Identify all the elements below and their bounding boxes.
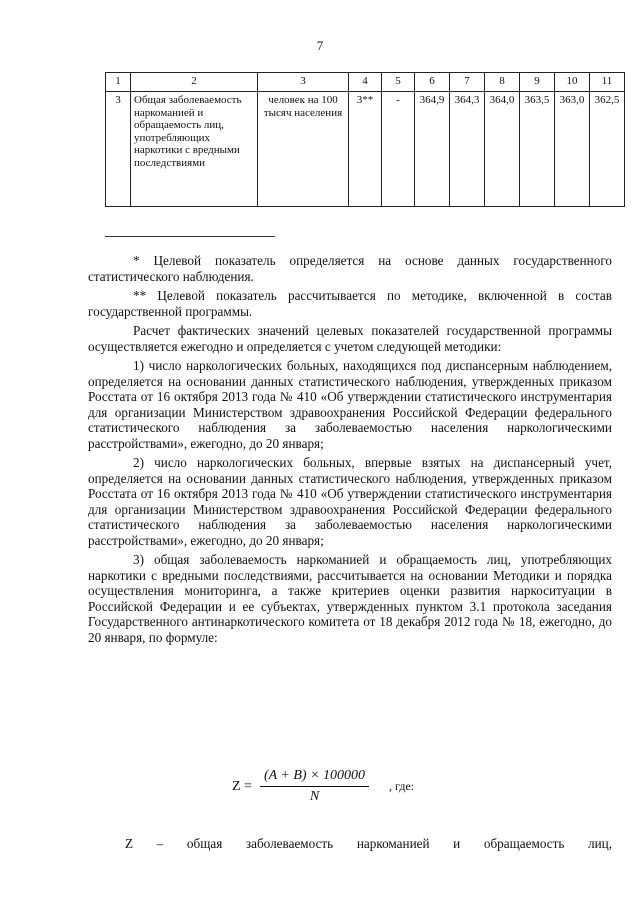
paragraph-intro: Расчет фактических значений целевых показателей государственной программы осуществляется ежегодно и определяется с учетом следующей методики:: [88, 323, 612, 354]
footnote-1: * Целевой показатель определяется на основе данных государственного статистического наблюдения.: [88, 253, 612, 284]
table-row: [106, 92, 625, 207]
header-cell: 3: [258, 73, 349, 92]
formula-suffix: , где:: [389, 779, 415, 793]
formula-lhs: Z =: [232, 778, 252, 794]
table-header-row: [106, 73, 625, 92]
header-cell: 8: [485, 73, 520, 92]
header-cell: 2: [131, 73, 258, 92]
formula-denominator: N: [309, 789, 320, 804]
formula: [232, 768, 414, 805]
formula-fraction: [260, 768, 369, 805]
value-cell: 363,5: [520, 92, 555, 207]
indicator-name-cell: Общая заболеваемость наркоманией и обращаемость лиц, употребляющих наркотики с вредными последствиями: [131, 92, 258, 207]
row-number-cell: 3: [106, 92, 131, 207]
paragraph-item-2: 2) число наркологических больных, впервые взятых на диспансерный учет, определяется на основании данных статистического наблюдения, утвержденных приказом Росстата от 16 октября 2013 года № 410 «Об утверждении статистического инструментария для организации Министерством здравоохранения Российской Федерации федерального статистического наблюдения за заболеваемостью населения наркологическими расстройствами», ежегодно, до 20 января;: [88, 455, 612, 548]
header-cell: 11: [590, 73, 625, 92]
value-cell: -: [382, 92, 415, 207]
footnote-2: ** Целевой показатель рассчитывается по методике, включенной в состав государственной программы.: [88, 288, 612, 319]
value-cell: 364,0: [485, 92, 520, 207]
header-cell: 9: [520, 73, 555, 92]
header-cell: 6: [415, 73, 450, 92]
formula-numerator: (A + B) × 100000: [260, 768, 369, 787]
definition-line: Z – общая заболеваемость наркоманией и обращаемость лиц,: [125, 836, 612, 851]
value-cell: 363,0: [555, 92, 590, 207]
page-number: 7: [316, 38, 324, 53]
value-cell: 364,9: [415, 92, 450, 207]
body-text: [88, 253, 612, 649]
header-cell: 10: [555, 73, 590, 92]
header-cell: 7: [450, 73, 485, 92]
header-cell: 1: [106, 73, 131, 92]
footnote-separator: [105, 236, 275, 237]
paragraph-item-1: 1) число наркологических больных, находящихся под диспансерным наблюдением, определяется на основании данных статистического наблюдения, утвержденных приказом Росстата от 16 октября 2013 года № 410 «Об утверждении статистического инструментария для организации Министерством здравоохранения Российской Федерации федерального статистического наблюдения за заболеваемостью населения наркологическими расстройствами», ежегодно, до 20 января;: [88, 358, 612, 451]
header-cell: 4: [349, 73, 382, 92]
indicator-table: [105, 72, 625, 207]
value-cell: 3**: [349, 92, 382, 207]
value-cell: 364,3: [450, 92, 485, 207]
paragraph-item-3: 3) общая заболеваемость наркоманией и обращаемость лиц, употребляющих наркотики с вредными последствиями, рассчитывается на основании Методики и порядка осуществления мониторинга, а также критериев оценки развития наркоситуации в Российской Федерации и ее субъектах, утвержденных пунктом 3.1 протокола заседания Государственного антинаркотического комитета от 18 декабря 2012 года № 18, ежегодно, до 20 января, по формуле:: [88, 552, 612, 645]
unit-cell: человек на 100 тысяч населения: [258, 92, 349, 207]
value-cell: 362,5: [590, 92, 625, 207]
header-cell: 5: [382, 73, 415, 92]
